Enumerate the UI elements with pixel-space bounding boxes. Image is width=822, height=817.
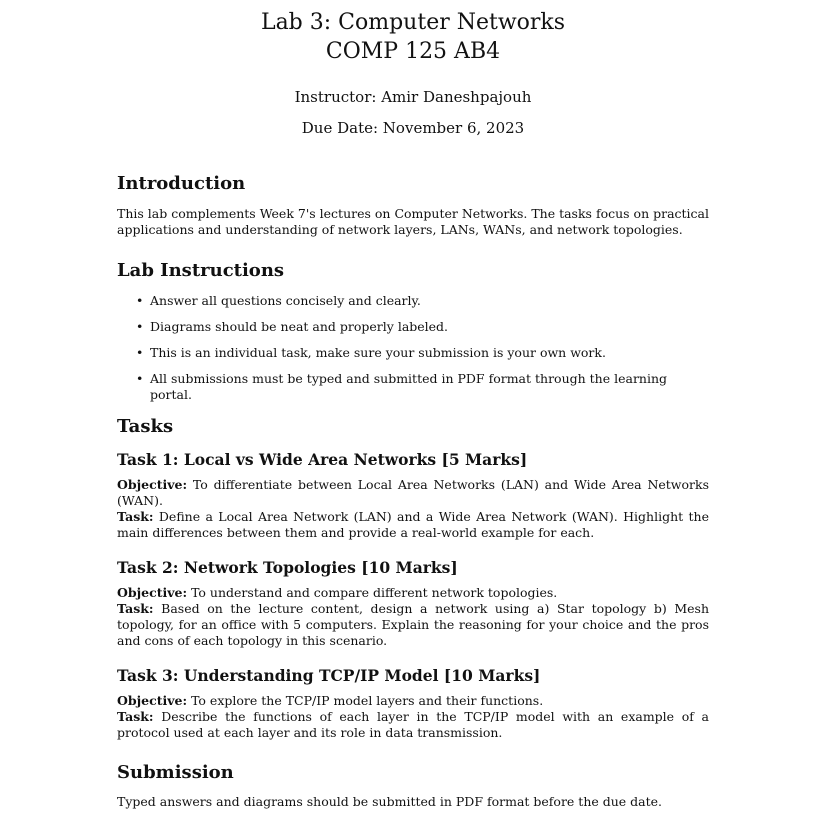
task-label: Task: <box>117 601 154 616</box>
document-page <box>117 0 709 810</box>
task-2-description: Based on the lecture content, design a network using a) Star topology b) Mesh topology, for an office with 5 computers. Explain the reasoning for your choice and the pros and cons of each topology in this scenario. <box>117 601 709 648</box>
submission-body: Typed answers and diagrams should be submitted in PDF format before the due date. <box>117 794 663 809</box>
task-3-objective: To explore the TCP/IP model layers and their functions. <box>191 693 544 708</box>
due-date: Due Date: November 6, 2023 <box>301 119 525 137</box>
task-2 <box>117 558 709 649</box>
task-3 <box>117 666 709 741</box>
task-2-objective: To understand and compare different network topologies. <box>191 585 558 600</box>
introduction-body: This lab complements Week 7's lectures on Computer Networks. The tasks focus on practical applications and understanding of network layers, LANs, WANs, and network topologies. <box>117 206 709 237</box>
submission-heading: Submission <box>117 762 234 783</box>
list-item: • Answer all questions concisely and clearly. <box>136 293 709 309</box>
task-3-description: Describe the functions of each layer in the TCP/IP model with an example of a protocol used at each layer and its role in data transmission. <box>117 709 709 740</box>
list-item: • This is an individual task, make sure your submission is your own work. <box>136 345 709 361</box>
title-line-1: Lab 3: Computer Networks <box>260 10 566 35</box>
task-1-title: Task 1: Local vs Wide Area Networks [5 Marks] <box>117 450 528 469</box>
lab-instructions-heading: Lab Instructions <box>117 260 285 281</box>
objective-label: Objective: <box>117 477 188 492</box>
task-label: Task: <box>117 509 154 524</box>
instructor: Instructor: Amir Daneshpajouh <box>294 88 532 106</box>
task-2-body <box>117 585 709 649</box>
objective-label: Objective: <box>117 585 188 600</box>
title-line-2: COMP 125 AB4 <box>325 39 501 64</box>
instructions-list <box>117 293 709 403</box>
list-item: • Diagrams should be neat and properly labeled. <box>136 319 709 335</box>
introduction-heading: Introduction <box>117 173 246 194</box>
task-1 <box>117 450 709 541</box>
task-label: Task: <box>117 709 154 724</box>
objective-label: Objective: <box>117 693 188 708</box>
task-2-title: Task 2: Network Topologies [10 Marks] <box>117 558 458 577</box>
list-item: • All submissions must be typed and submitted in PDF format through the learning portal. <box>136 371 709 403</box>
task-3-body <box>117 693 709 741</box>
task-1-body <box>117 477 709 541</box>
task-1-objective: To differentiate between Local Area Networks (LAN) and Wide Area Networks (WAN). <box>117 477 709 508</box>
document-title <box>117 8 709 66</box>
task-3-title: Task 3: Understanding TCP/IP Model [10 Marks] <box>117 666 541 685</box>
task-1-description: Define a Local Area Network (LAN) and a Wide Area Network (WAN). Highlight the main differences between them and provide a real-world example for each. <box>117 509 709 540</box>
tasks-heading: Tasks <box>117 416 174 437</box>
